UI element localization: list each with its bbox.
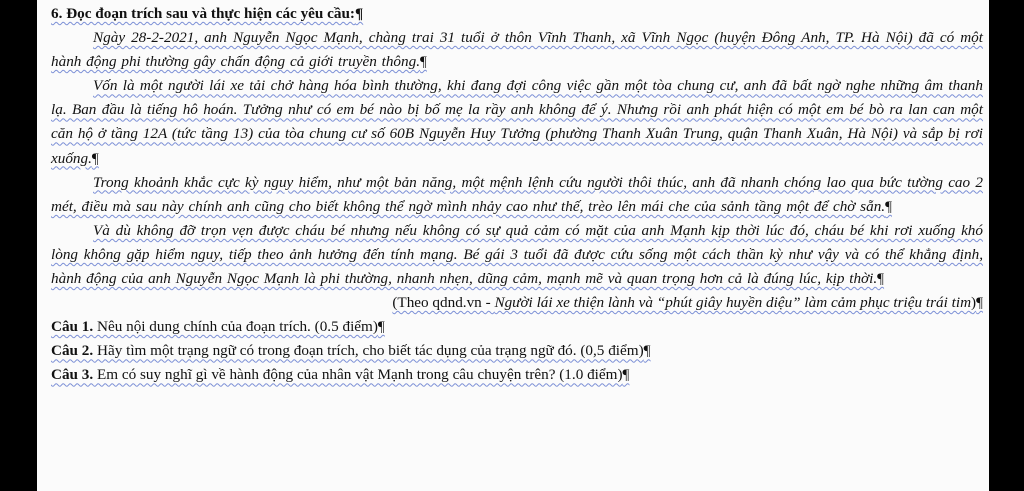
- pilcrow-mark: ¶: [420, 53, 427, 71]
- question-3-text: Em có suy nghĩ gì về hành động của nhân vật Mạnh trong câu chuyện trên? (1.0 điểm): [93, 366, 623, 384]
- pilcrow-mark: ¶: [877, 270, 885, 288]
- paragraph-1-text: Ngày 28-2-2021, anh Nguyễn Ngọc Mạnh, chàng trai 31 tuổi ở thôn Vĩnh Thanh, xã Vĩnh Ngọc (huyện Đông Anh, TP. Hà Nội) đã có một hành động phi thường gây chấn động cả giới truyền thông.: [51, 29, 983, 71]
- pilcrow-mark: ¶: [622, 366, 630, 384]
- paragraph-4: [51, 219, 983, 291]
- pilcrow-mark: ¶: [976, 294, 983, 312]
- paragraph-2-text: Vốn là một người lái xe tải chở hàng hóa bình thường, khi đang đợi công việc gần một tòa chung cư, anh đã bất ngờ nghe những âm thanh lạ. Ban đầu là tiếng hô hoán. Tưởng như có em bé nào bị bố mẹ la rầy anh không để ý. Nhưng rồi anh phát hiện có một em bé bò ra lan can một căn hộ ở tầng 12A (tức tầng 13) của tòa chung cư số 60B Nguyễn Huy Tưởng (phường Thanh Xuân Trung, quận Thanh Xuân, Hà Nội) và sắp bị rơi xuống.: [51, 77, 983, 167]
- document-page: [37, 0, 989, 491]
- source-suffix: ): [971, 294, 977, 312]
- paragraph-4-text: Và dù không đỡ trọn vẹn được cháu bé nhưng nếu không có sự quả cảm có mặt của anh Mạnh kịp thời lúc đó, cháu bé khi rơi xuống khó lòng không gặp hiểm nguy, tiếp theo ảnh hưởng đến tính mạng. Bé gái 3 tuổi đã được cứu sống một cách thần kỳ như vậy và có thể khẳng định, hành động của anh Nguyễn Ngọc Mạnh là phi thường, nhanh nhẹn, dũng cảm, mạnh mẽ và quan trọng hơn cả là đúng lúc, kịp thời.: [51, 221, 983, 288]
- source-title: Người lái xe thiện lành và “phút giây huyền diệu” làm cảm phục triệu trái tim: [494, 294, 972, 312]
- document-body: [51, 2, 983, 388]
- question-1-text: Nêu nội dung chính của đoạn trích. (0.5 điểm): [93, 318, 378, 336]
- paragraph-1: [51, 26, 983, 74]
- question-2-label: Câu 2.: [51, 342, 94, 360]
- pilcrow-mark: ¶: [885, 197, 892, 215]
- question-2: [51, 339, 983, 363]
- paragraph-3: [51, 171, 983, 219]
- pilcrow-mark: ¶: [355, 5, 364, 22]
- question-3: [51, 363, 983, 387]
- pilcrow-mark: ¶: [377, 318, 385, 336]
- source-prefix: (Theo qdnd.vn -: [392, 294, 495, 312]
- question-2-text: Hãy tìm một trạng ngữ có trong đoạn trích, cho biết tác dụng của trạng ngữ đó. (0,5 điểm): [93, 342, 644, 360]
- paragraph-3-text: Trong khoảnh khắc cực kỳ nguy hiểm, như một bản năng, một mệnh lệnh cứu người thôi thúc, anh đã nhanh chóng lao qua bức tường cao 2 mét, điều mà sau này chính anh cũng cho biết không thể ngờ mình nhảy cao như thế, trèo lên mái che của sảnh tầng một để chờ sẵn.: [51, 173, 983, 215]
- source-citation: [51, 291, 983, 315]
- question-1-label: Câu 1.: [51, 318, 94, 336]
- heading-text: 6. Đọc đoạn trích sau và thực hiện các yêu cầu:: [51, 5, 355, 22]
- exercise-heading: [51, 2, 983, 26]
- pilcrow-mark: ¶: [643, 342, 651, 360]
- question-1: [51, 315, 983, 339]
- pilcrow-mark: ¶: [91, 149, 99, 167]
- question-3-label: Câu 3.: [51, 366, 94, 384]
- paragraph-2: [51, 74, 983, 170]
